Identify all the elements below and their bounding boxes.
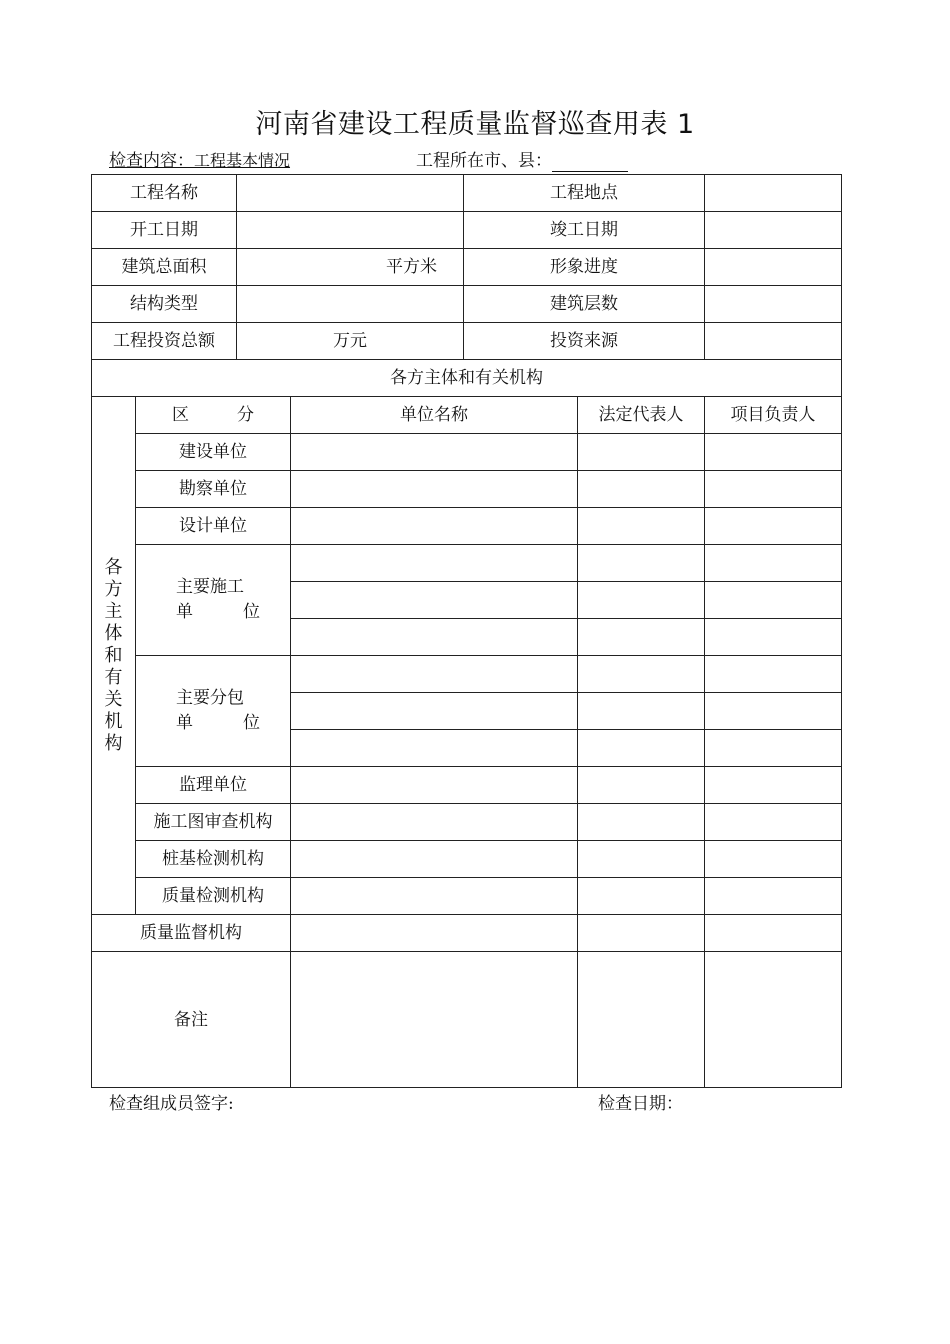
row-quality-supervision: [92, 915, 842, 952]
subcontractor-name-field-3[interactable]: [291, 730, 578, 767]
designer-name-field[interactable]: [291, 508, 578, 545]
investment-source-label: 投资来源: [464, 323, 705, 360]
main-contractor-lead-field-2[interactable]: [705, 582, 842, 619]
investment-unit: 万元: [333, 331, 367, 351]
supervisor-lead-field[interactable]: [705, 767, 842, 804]
quality-supervision-name-field[interactable]: [291, 915, 578, 952]
area-unit: 平方米: [386, 257, 437, 277]
subcontractor-rep-field-3[interactable]: [578, 730, 705, 767]
pile-testing-lead-field[interactable]: [705, 841, 842, 878]
finish-date-label: 竣工日期: [464, 212, 705, 249]
start-date-label: 开工日期: [92, 212, 237, 249]
quality-testing-label: 质量检测机构: [136, 878, 291, 915]
main-contractor-rep-field-2[interactable]: [578, 582, 705, 619]
subcontractor-lead-field-2[interactable]: [705, 693, 842, 730]
parties-vertical-label: 各 方 主 体 和 有 关 机 构: [92, 397, 136, 915]
pile-testing-label: 桩基检测机构: [136, 841, 291, 878]
drawing-review-lead-field[interactable]: [705, 804, 842, 841]
drawing-review-name-field[interactable]: [291, 804, 578, 841]
designer-rep-field[interactable]: [578, 508, 705, 545]
row-main-contractor-1: [92, 545, 842, 582]
row-drawing-review: [92, 804, 842, 841]
project-site-field[interactable]: [705, 175, 842, 212]
main-contractor-name-field-1[interactable]: [291, 545, 578, 582]
start-date-field[interactable]: [237, 212, 464, 249]
inspection-content-label: 检查内容：: [109, 151, 194, 171]
floors-label: 建筑层数: [464, 286, 705, 323]
form-grid: [91, 174, 842, 1088]
supervisor-name-field[interactable]: [291, 767, 578, 804]
col-header-unit-name: 单位名称: [291, 397, 578, 434]
finish-date-field[interactable]: [705, 212, 842, 249]
supervisor-label: 监理单位: [136, 767, 291, 804]
designer-label: 设计单位: [136, 508, 291, 545]
col-header-project-lead: 项目负责人: [705, 397, 842, 434]
quality-testing-rep-field[interactable]: [578, 878, 705, 915]
designer-lead-field[interactable]: [705, 508, 842, 545]
drawing-review-rep-field[interactable]: [578, 804, 705, 841]
quality-testing-lead-field[interactable]: [705, 878, 842, 915]
supervisor-rep-field[interactable]: [578, 767, 705, 804]
main-contractor-label: 主要施工 单 位: [136, 545, 291, 656]
investment-source-field[interactable]: [705, 323, 842, 360]
row-quality-testing: [92, 878, 842, 915]
surveyor-rep-field[interactable]: [578, 471, 705, 508]
investment-label: 工程投资总额: [92, 323, 237, 360]
main-contractor-rep-field-3[interactable]: [578, 619, 705, 656]
row-column-headers: [92, 397, 842, 434]
builder-lead-field[interactable]: [705, 434, 842, 471]
builder-label: 建设单位: [136, 434, 291, 471]
surveyor-lead-field[interactable]: [705, 471, 842, 508]
project-name-label: 工程名称: [92, 175, 237, 212]
quality-supervision-rep-field[interactable]: [578, 915, 705, 952]
quality-supervision-label: 质量监督机构: [92, 915, 291, 952]
remarks-lead-field[interactable]: [705, 952, 842, 1088]
remarks-label: 备注: [92, 952, 291, 1088]
signature-label: 检查组成员签字:: [109, 1094, 234, 1114]
main-contractor-rep-field-1[interactable]: [578, 545, 705, 582]
inspection-date-label: 检查日期：: [598, 1094, 683, 1114]
project-location-blank[interactable]: [552, 153, 628, 172]
subcontractor-lead-field-3[interactable]: [705, 730, 842, 767]
surveyor-label: 勘察单位: [136, 471, 291, 508]
row-structure: [92, 286, 842, 323]
row-project-name: [92, 175, 842, 212]
row-section-title: [92, 360, 842, 397]
inspection-content-value: 工程基本情况: [194, 151, 291, 170]
progress-field[interactable]: [705, 249, 842, 286]
quality-supervision-lead-field[interactable]: [705, 915, 842, 952]
investment-field[interactable]: [237, 323, 464, 360]
main-contractor-lead-field-3[interactable]: [705, 619, 842, 656]
row-dates: [92, 212, 842, 249]
project-location-label: 工程所在市、县：: [416, 151, 552, 171]
quality-testing-name-field[interactable]: [291, 878, 578, 915]
row-investment: [92, 323, 842, 360]
area-label: 建筑总面积: [92, 249, 237, 286]
pile-testing-rep-field[interactable]: [578, 841, 705, 878]
row-surveyor: [92, 471, 842, 508]
surveyor-name-field[interactable]: [291, 471, 578, 508]
remarks-field[interactable]: [291, 952, 578, 1088]
remarks-rep-field[interactable]: [578, 952, 705, 1088]
row-pile-testing: [92, 841, 842, 878]
project-location-line: [416, 150, 628, 172]
builder-name-field[interactable]: [291, 434, 578, 471]
subcontractor-name-field-1[interactable]: [291, 656, 578, 693]
row-remarks: [92, 952, 842, 1088]
parties-section-title: 各方主体和有关机构: [92, 360, 842, 397]
subcontractor-name-field-2[interactable]: [291, 693, 578, 730]
col-header-category: 区 分: [136, 397, 291, 434]
inspection-content-line: [109, 150, 290, 172]
subcontractor-rep-field-1[interactable]: [578, 656, 705, 693]
subcontractor-rep-field-2[interactable]: [578, 693, 705, 730]
row-builder: [92, 434, 842, 471]
builder-rep-field[interactable]: [578, 434, 705, 471]
progress-label: 形象进度: [464, 249, 705, 286]
project-name-field[interactable]: [237, 175, 464, 212]
row-area: [92, 249, 842, 286]
page-title: 河南省建设工程质量监督巡查用表 1: [255, 109, 695, 140]
subcontractor-lead-field-1[interactable]: [705, 656, 842, 693]
subcontractor-label: 主要分包 单 位: [136, 656, 291, 767]
pile-testing-name-field[interactable]: [291, 841, 578, 878]
main-contractor-name-field-3[interactable]: [291, 619, 578, 656]
area-field[interactable]: [237, 249, 464, 286]
main-contractor-name-field-2[interactable]: [291, 582, 578, 619]
drawing-review-label: 施工图审查机构: [136, 804, 291, 841]
row-supervisor: [92, 767, 842, 804]
structure-label: 结构类型: [92, 286, 237, 323]
col-header-legal-rep: 法定代表人: [578, 397, 705, 434]
project-site-label: 工程地点: [464, 175, 705, 212]
main-contractor-lead-field-1[interactable]: [705, 545, 842, 582]
row-designer: [92, 508, 842, 545]
floors-field[interactable]: [705, 286, 842, 323]
row-subcontractor-1: [92, 656, 842, 693]
structure-field[interactable]: [237, 286, 464, 323]
